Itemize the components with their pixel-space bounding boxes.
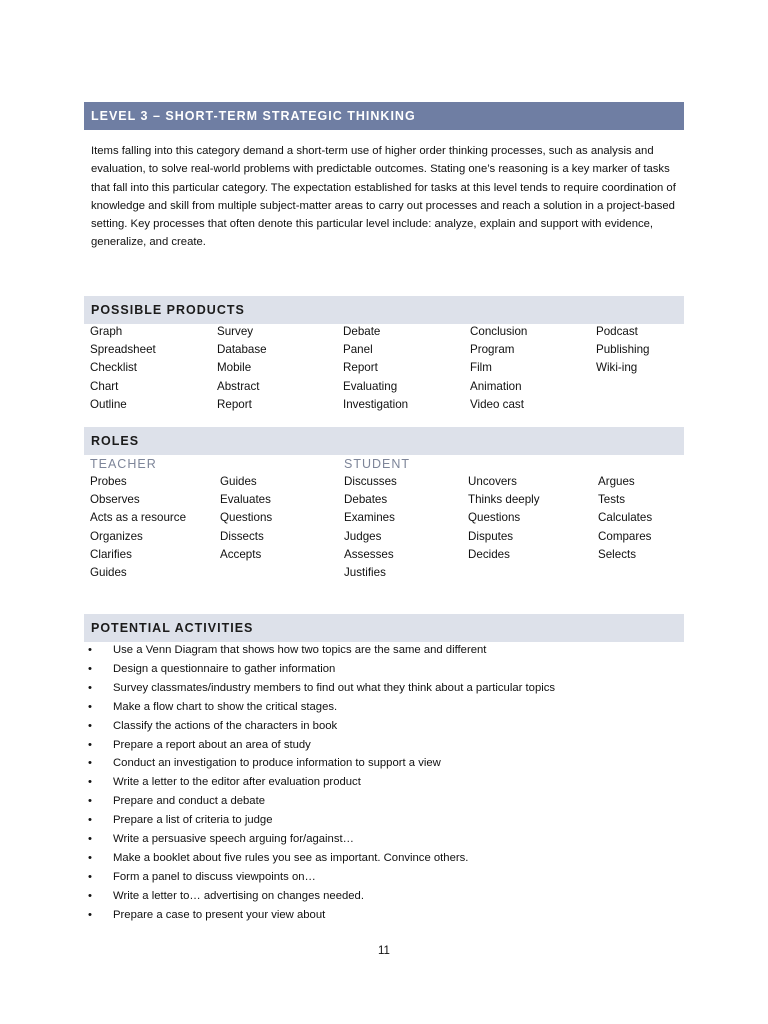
activity-text: Prepare a report about an area of study: [113, 738, 311, 751]
student-column-1: [344, 473, 397, 582]
activity-item: [88, 773, 688, 792]
activity-item: [88, 736, 688, 755]
product-item: Checklist: [90, 361, 138, 375]
activity-text: Form a panel to discuss viewpoints on…: [113, 870, 316, 883]
product-item: Wiki-ing: [596, 361, 638, 375]
bullet-icon: •: [88, 700, 92, 713]
products-heading: POSSIBLE PRODUCTS: [84, 296, 684, 324]
teacher-role: Guides: [90, 566, 127, 580]
activity-text: Prepare and conduct a debate: [113, 795, 265, 808]
product-item: Survey: [217, 325, 254, 338]
product-item: Debate: [343, 325, 381, 338]
bullet-icon: •: [88, 833, 92, 846]
bullet-icon: •: [88, 681, 92, 694]
student-column-3: [598, 473, 652, 564]
bullet-icon: •: [88, 719, 92, 732]
activity-text: Write a letter to the editor after evaluation product: [113, 776, 361, 789]
activity-item: [88, 679, 688, 698]
bullet-icon: •: [88, 889, 92, 902]
product-item: Chart: [90, 379, 119, 393]
product-item: Outline: [90, 397, 127, 411]
activity-item: [88, 868, 688, 887]
product-item: Video cast: [470, 397, 524, 411]
student-role: Argues: [598, 475, 635, 488]
student-role: Debates: [344, 493, 388, 507]
teacher-role: Acts as a resource: [90, 511, 187, 525]
teacher-label: TEACHER: [90, 457, 157, 471]
student-role: Thinks deeply: [468, 493, 540, 507]
bullet-icon: •: [88, 757, 92, 770]
student-role: Assesses: [344, 547, 394, 561]
level-description: Items falling into this category demand a short-term use of higher order thinking processes, such as analysis and evaluation, to solve real-world problems with predictable outcomes. Stating one’s reasoning is a key marker of tasks that fall into this particular category. The expectation established for tasks at this level tends to require coordination of knowledge and skill from multiple subject-matter areas to carry out processes and reach a solution in a project-based setting. Key processes that often denote this particular level include: analyze, explain and support with evidence, generalize, and create.: [91, 145, 676, 249]
product-item: Graph: [90, 325, 123, 338]
student-label: STUDENT: [344, 457, 411, 471]
student-role: Calculates: [598, 511, 653, 525]
activity-item: [88, 754, 688, 773]
activity-text: Make a booklet about five rules you see as important. Convince others.: [113, 851, 469, 864]
student-column-2: [468, 473, 540, 564]
bullet-icon: •: [88, 738, 92, 751]
teacher-role: Clarifies: [90, 547, 132, 561]
product-item: Spreadsheet: [90, 343, 156, 357]
teacher-role: Organizes: [90, 529, 143, 543]
activity-text: Classify the actions of the characters in book: [113, 719, 338, 732]
teacher-column-1: [90, 473, 186, 582]
product-item: Panel: [343, 343, 373, 357]
product-item: Evaluating: [343, 379, 398, 393]
product-item: Abstract: [217, 379, 260, 393]
activity-text: Design a questionnaire to gather information: [113, 662, 336, 675]
student-role: Compares: [598, 529, 652, 543]
bullet-icon: •: [88, 776, 92, 789]
teacher-role: Dissects: [220, 529, 264, 543]
activity-item: [88, 906, 688, 925]
activity-item: [88, 849, 688, 868]
roles-heading: ROLES: [84, 427, 684, 455]
activity-text: Prepare a list of criteria to judge: [113, 814, 273, 827]
activities-list: [88, 641, 688, 925]
student-role: Questions: [468, 511, 521, 525]
level-title: LEVEL 3 – SHORT-TERM STRATEGIC THINKING: [84, 102, 684, 130]
product-item: Database: [217, 343, 267, 357]
student-role: Judges: [344, 529, 382, 543]
activity-item: [88, 830, 688, 849]
student-role: Discusses: [344, 475, 397, 488]
teacher-role: Questions: [220, 511, 273, 525]
bullet-icon: •: [88, 870, 92, 883]
product-item: Podcast: [596, 325, 638, 338]
product-item: Animation: [470, 379, 522, 393]
activity-item: [88, 792, 688, 811]
bullet-icon: •: [88, 908, 92, 921]
teacher-role: Guides: [220, 475, 257, 488]
activity-item: [88, 887, 688, 906]
product-item: Publishing: [596, 343, 650, 357]
activity-text: Write a letter to… advertising on changes needed.: [113, 889, 364, 902]
teacher-column-2: [220, 473, 272, 564]
products-column-5: [596, 323, 650, 378]
activity-text: Prepare a case to present your view about: [113, 908, 326, 921]
bullet-icon: •: [88, 814, 92, 827]
teacher-role: Accepts: [220, 547, 262, 561]
products-column-2: [217, 323, 267, 414]
bullet-icon: •: [88, 644, 92, 656]
activity-item: [88, 698, 688, 717]
product-item: Report: [343, 361, 378, 375]
activity-item: [88, 660, 688, 679]
product-item: Program: [470, 343, 515, 357]
student-role: Examines: [344, 511, 395, 525]
page-number: 11: [378, 945, 390, 957]
activity-text: Conduct an investigation to produce information to support a view: [113, 757, 441, 770]
student-role: Uncovers: [468, 475, 517, 488]
product-item: Investigation: [343, 397, 409, 411]
products-column-4: [470, 323, 527, 414]
product-item: Conclusion: [470, 325, 528, 338]
bullet-icon: •: [88, 851, 92, 864]
student-role: Disputes: [468, 529, 514, 543]
products-column-1: [90, 323, 156, 414]
bullet-icon: •: [88, 662, 92, 675]
activity-text: Use a Venn Diagram that shows how two topics are the same and different: [113, 644, 487, 656]
product-item: Report: [217, 397, 252, 411]
student-role: Justifies: [344, 566, 386, 580]
activity-text: Write a persuasive speech arguing for/against…: [113, 833, 354, 846]
student-role: Decides: [468, 547, 510, 561]
product-item: Film: [470, 361, 492, 375]
activity-text: Make a flow chart to show the critical stages.: [113, 700, 338, 713]
activity-item: [88, 811, 688, 830]
product-item: Mobile: [217, 361, 252, 375]
activities-heading: POTENTIAL ACTIVITIES: [84, 614, 684, 642]
activity-item: [88, 641, 688, 660]
bullet-icon: •: [88, 795, 92, 808]
student-role: Tests: [598, 493, 626, 507]
teacher-role: Evaluates: [220, 493, 271, 507]
activity-text: Survey classmates/industry members to find out what they think about a particular topics: [113, 681, 556, 694]
student-role: Selects: [598, 547, 637, 561]
teacher-role: Observes: [90, 493, 140, 507]
teacher-role: Probes: [90, 475, 127, 488]
products-column-3: [343, 323, 408, 414]
activity-item: [88, 717, 688, 736]
